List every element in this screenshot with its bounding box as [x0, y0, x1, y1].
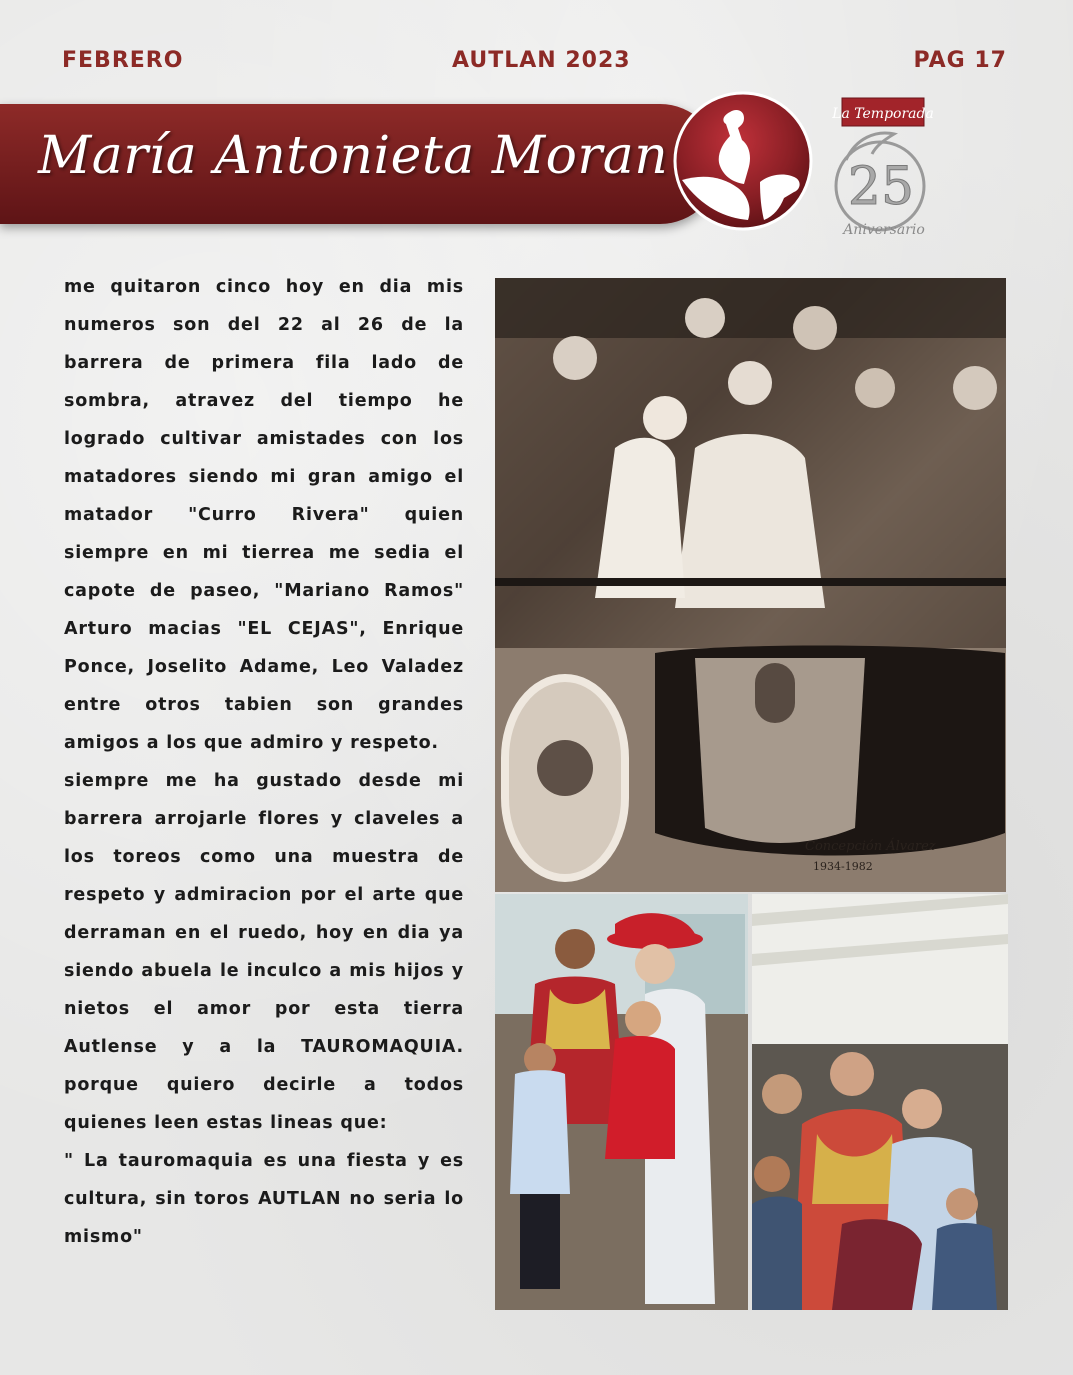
header-month: FEBRERO	[62, 48, 184, 73]
seal-brand: La Temporada	[832, 106, 934, 122]
seal-caption: Aniversario	[843, 222, 925, 238]
photo-spectators-barrera	[495, 278, 1006, 892]
page-number: PAG 17	[913, 48, 1007, 73]
photo-corridor-group	[752, 894, 1008, 1310]
photo-caption-name: Concepción Álvarez	[805, 839, 936, 854]
page-title: María Antonieta Moran	[38, 126, 669, 186]
article-quote: " La tauromaquia es una fiesta y es cultura, sin toros AUTLAN no seria lo mismo"	[64, 1151, 464, 1247]
bullfighter-emblem	[672, 90, 814, 232]
article-paragraph: me quitaron cinco hoy en dia mis numeros son del 22 al 26 de la barrera de primera fila lado de sombra, atravez del tiempo he logrado cultivar amistades con los matadores siendo mi gran amigo el matador "Curro Rivera" quien siempre en mi tierrea me sedia el capote de paseo, "Mariano Ramos" Arturo macias "EL CEJAS", Enrique Ponce, Joselito Adame, Leo Valadez entre otros tabien son grandes amigos a los que admiro y respeto.	[64, 277, 464, 753]
photo-caption-years: 1934-1982	[813, 860, 873, 873]
seal-number: 25	[847, 157, 915, 217]
article-paragraph: siempre me ha gustado desde mi barrera arrojarle flores y claveles a los toreos como una muestra de respeto y admiracion por el arte que derraman en el ruedo, hoy en dia ya siendo abuela le inculco a mis hijos y nietos el amor por esta tierra Autlense y a la TAUROMAQUIA. porque quiero decirle a todos quienes leen estas lineas que:	[64, 771, 464, 1133]
anniversary-seal	[826, 94, 946, 244]
photo-family-torero	[495, 894, 748, 1310]
header-publication: AUTLAN 2023	[452, 48, 631, 73]
article-body	[64, 268, 464, 1256]
